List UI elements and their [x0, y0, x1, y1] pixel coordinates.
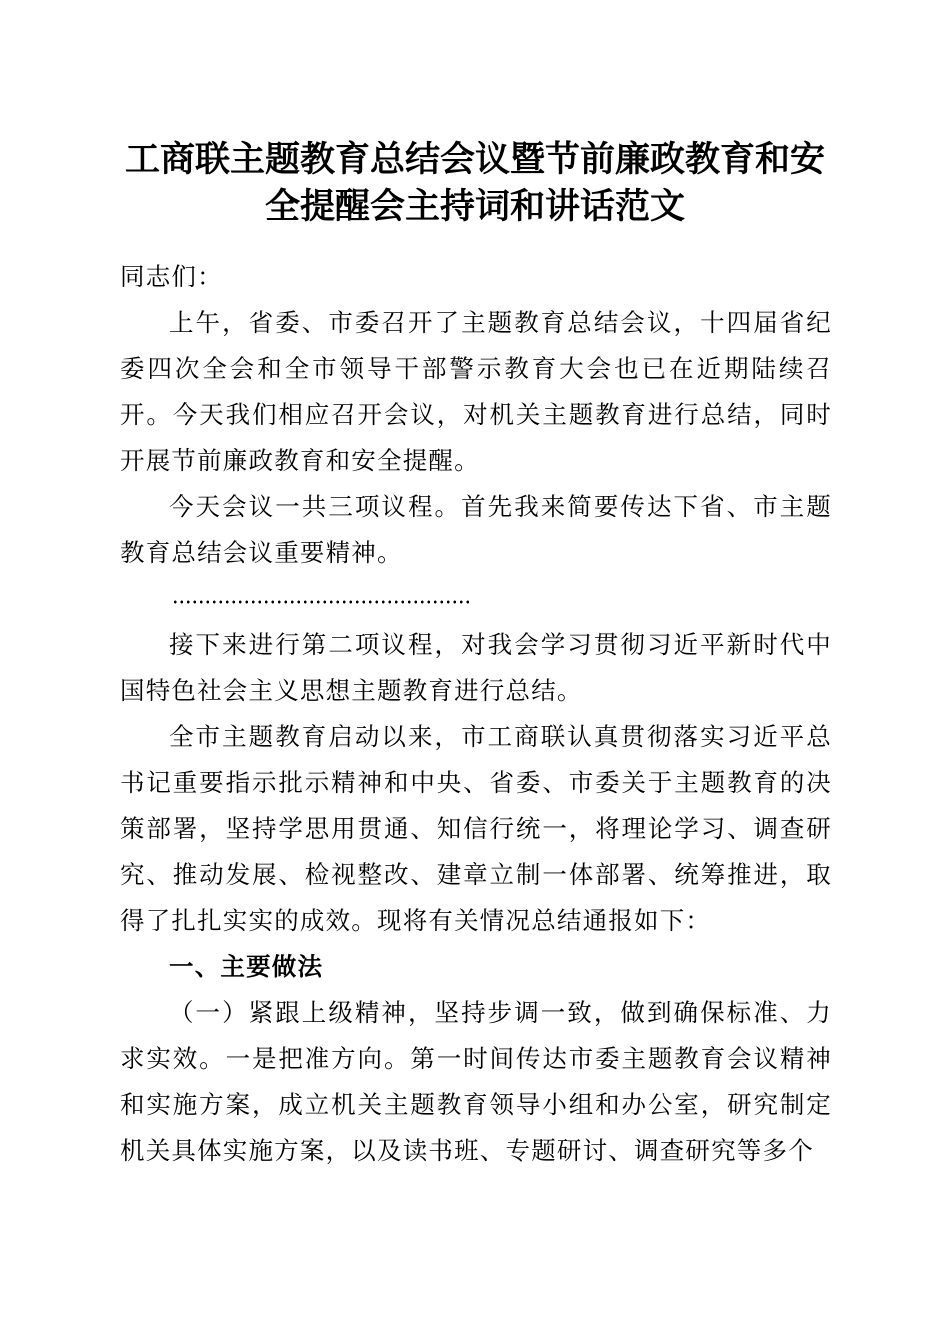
paragraph-1: 上午，省委、市委召开了主题教育总结会议，十四届省纪委四次全会和全市领导干部警示教育大会也已在近期陆续召开。今天我们相应召开会议，对机关主题教育进行总结，同时开展节前廉政教育和安全提醒。 [120, 308, 832, 475]
title-line-1: 工商联主题教育总结会议暨节前廉政教育和安 [124, 139, 825, 180]
paragraph-5: （一）紧跟上级精神，坚持步调一致，做到确保标准、力求实效。一是把准方向。第一时间传达市委主题教育会议精神和实施方案，成立机关主题教育领导小组和办公室，研究制定机关具体实施方案，以及读书班、专题研讨、调查研究等多个 [120, 998, 832, 1165]
ellipsis-separator [172, 576, 832, 622]
section-heading: 一、主要做法 [169, 952, 324, 981]
paragraph-4: 全市主题教育启动以来，市工商联认真贯彻落实习近平总书记重要指示批示精神和中央、省委、市委关于主题教育的决策部署，坚持学思用贯通、知信行统一，将理论学习、调查研究、推动发展、检视整改、建章立制一体部署、统筹推进，取得了扎扎实实的成效。现将有关情况总结通报如下： [120, 722, 832, 935]
title-line-2: 全提醒会主持词和讲话范文 [264, 186, 685, 227]
ellipsis-dots [172, 600, 472, 604]
paragraph-2: 今天会议一共三项议程。首先我来简要传达下省、市主题教育总结会议重要精神。 [120, 492, 832, 567]
document-title [100, 136, 850, 230]
paragraph-3: 接下来进行第二项议程，对我会学习贯彻习近平新时代中国特色社会主义思想主题教育进行总结。 [120, 630, 832, 705]
document-body [120, 254, 832, 1174]
salutation: 同志们： [120, 262, 223, 291]
